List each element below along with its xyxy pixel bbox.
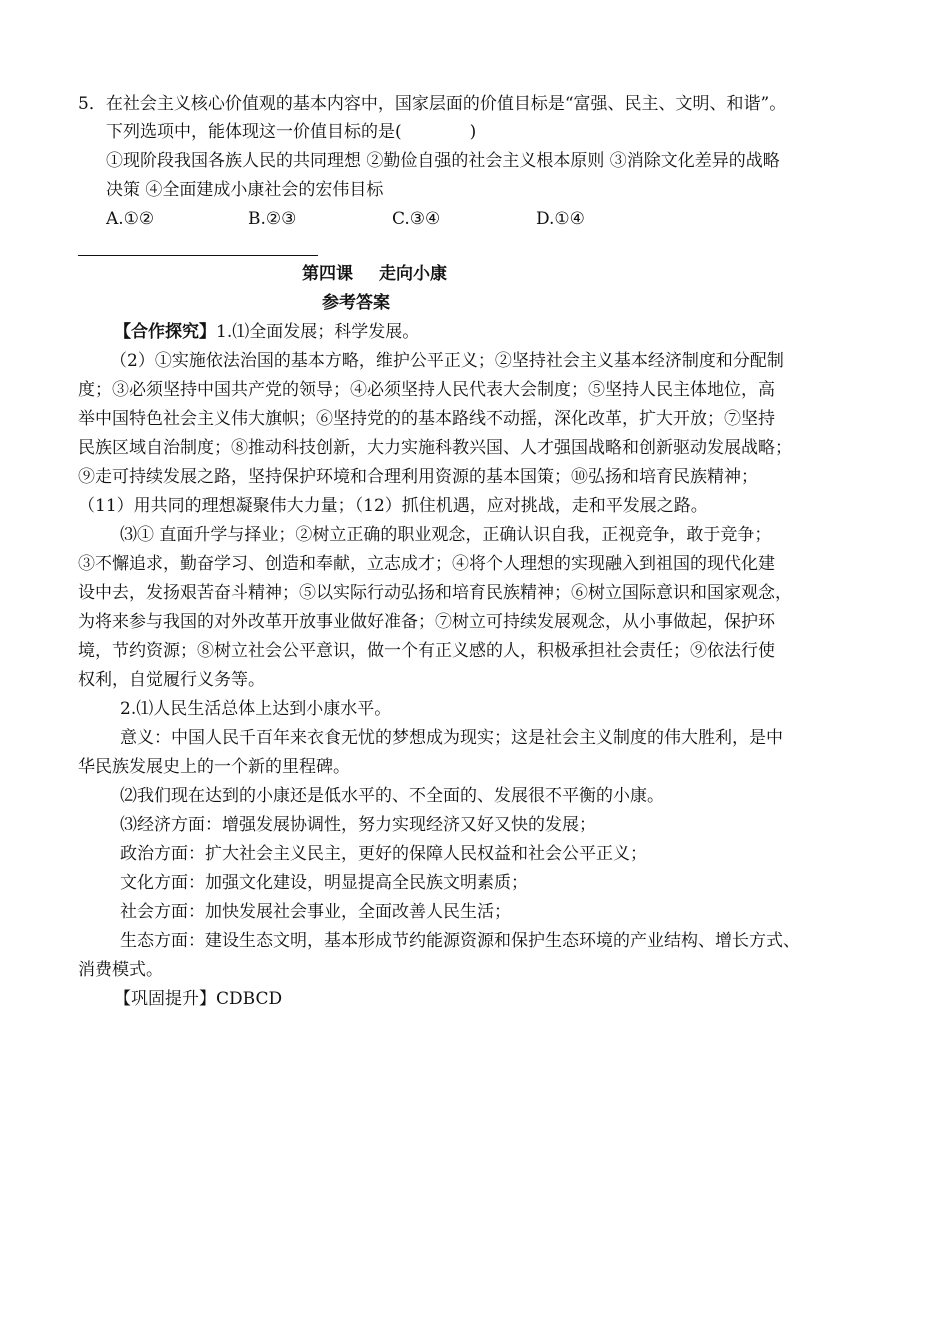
q1-3-line: ③不懈追求，勤奋学习、创造和奉献，立志成才；④将个人理想的实现融入到祖国的现代化建 xyxy=(78,554,775,574)
section-divider xyxy=(78,255,318,256)
q2-3-culture: 文化方面：加强文化建设，明显提高全民族文明素质； xyxy=(120,873,528,893)
question5-items-line2: 决策 ④全面建成小康社会的宏伟目标 xyxy=(106,180,384,200)
consolidate-answers: CDBCD xyxy=(216,989,283,1009)
coop-section-line xyxy=(114,318,419,346)
q1-2-line: 民族区域自治制度；⑧推动科技创新，大力实施科教兴国、人才强国战略和创新驱动发展战略； xyxy=(78,438,792,458)
lesson-name: 走向小康 xyxy=(379,264,447,284)
consolidate-line xyxy=(114,985,282,1013)
q2-2-answer: ⑵我们现在达到的小康还是低水平的、不全面的、发展很不平衡的小康。 xyxy=(120,786,664,806)
question5-stem-line2: 下列选项中，能体现这一价值目标的是( ) xyxy=(106,122,477,142)
q1-2-line: （11）用共同的理想凝聚伟大力量；（12）抓住机遇，应对挑战，走和平发展之路。 xyxy=(78,496,708,516)
option-d: D.①④ xyxy=(536,209,585,229)
q2-3-economy: ⑶经济方面：增强发展协调性，努力实现经济又好又快的发展； xyxy=(120,815,596,835)
q1-2-line: 举中国特色社会主义伟大旗帜；⑥坚持党的的基本路线不动摇，深化改革，扩大开放；⑦坚持 xyxy=(78,409,775,429)
q2-3-politics: 政治方面：扩大社会主义民主，更好的保障人民权益和社会公平正义； xyxy=(120,844,647,864)
option-a: A.①② xyxy=(106,209,155,229)
q2-3-society: 社会方面：加快发展社会事业，全面改善人民生活； xyxy=(120,902,511,922)
q1-1-answer: 1.⑴全面发展；科学发展。 xyxy=(216,322,420,342)
q1-3-line: 为将来参与我国的对外改革开放事业做好准备；⑦树立可持续发展观念，从小事做起，保护环 xyxy=(78,612,775,632)
q2-3-ecology-line: 生态方面：建设生态文明，基本形成节约能源资源和保护生态环境的产业结构、增长方式、 xyxy=(120,931,800,951)
q1-3-line: 设中去，发扬艰苦奋斗精神；⑤以实际行动弘扬和培育民族精神；⑥树立国际意识和国家观念， xyxy=(78,583,792,603)
consolidate-label: 【巩固提升】 xyxy=(114,989,216,1009)
q2-3-ecology-line: 消费模式。 xyxy=(78,960,163,980)
option-c: C.③④ xyxy=(392,209,441,229)
q1-2-line: ⑨走可持续发展之路，坚持保护环境和合理利用资源的基本国策；⑩弘扬和培育民族精神； xyxy=(78,467,758,487)
question5-items-line1: ①现阶段我国各族人民的共同理想 ②勤俭自强的社会主义根本原则 ③消除文化差异的战略 xyxy=(106,151,780,171)
q1-2-line: （2）①实施依法治国的基本方略，维护公平正义；②坚持社会主义基本经济制度和分配制 xyxy=(110,351,784,371)
q1-3-line: ⑶① 直面升学与择业；②树立正确的职业观念，正确认识自我，正视竞争，敢于竞争； xyxy=(120,525,772,545)
option-b: B.②③ xyxy=(248,209,297,229)
q2-meaning-line: 华民族发展史上的一个新的里程碑。 xyxy=(78,757,350,777)
question5-stem-line1: 5．在社会主义核心价值观的基本内容中，国家层面的价值目标是“富强、民主、文明、和谐”。 xyxy=(78,94,787,114)
q2-meaning-line: 意义：中国人民千百年来衣食无忧的梦想成为现实；这是社会主义制度的伟大胜利，是中 xyxy=(120,728,783,748)
lesson-number: 第四课 xyxy=(302,264,353,284)
q1-2-line: 度；③必须坚持中国共产党的领导；④必须坚持人民代表大会制度；⑤坚持人民主体地位，高 xyxy=(78,380,775,400)
lesson-title xyxy=(302,260,447,288)
answers-heading: 参考答案 xyxy=(322,293,390,313)
q1-3-line: 权利，自觉履行义务等。 xyxy=(78,670,265,690)
coop-label: 【合作探究】 xyxy=(114,322,216,342)
q1-3-line: 境，节约资源；⑧树立社会公平意识，做一个有正义感的人，积极承担社会责任；⑨依法行使 xyxy=(78,641,775,661)
q2-1-answer: 2.⑴人民生活总体上达到小康水平。 xyxy=(120,699,392,719)
